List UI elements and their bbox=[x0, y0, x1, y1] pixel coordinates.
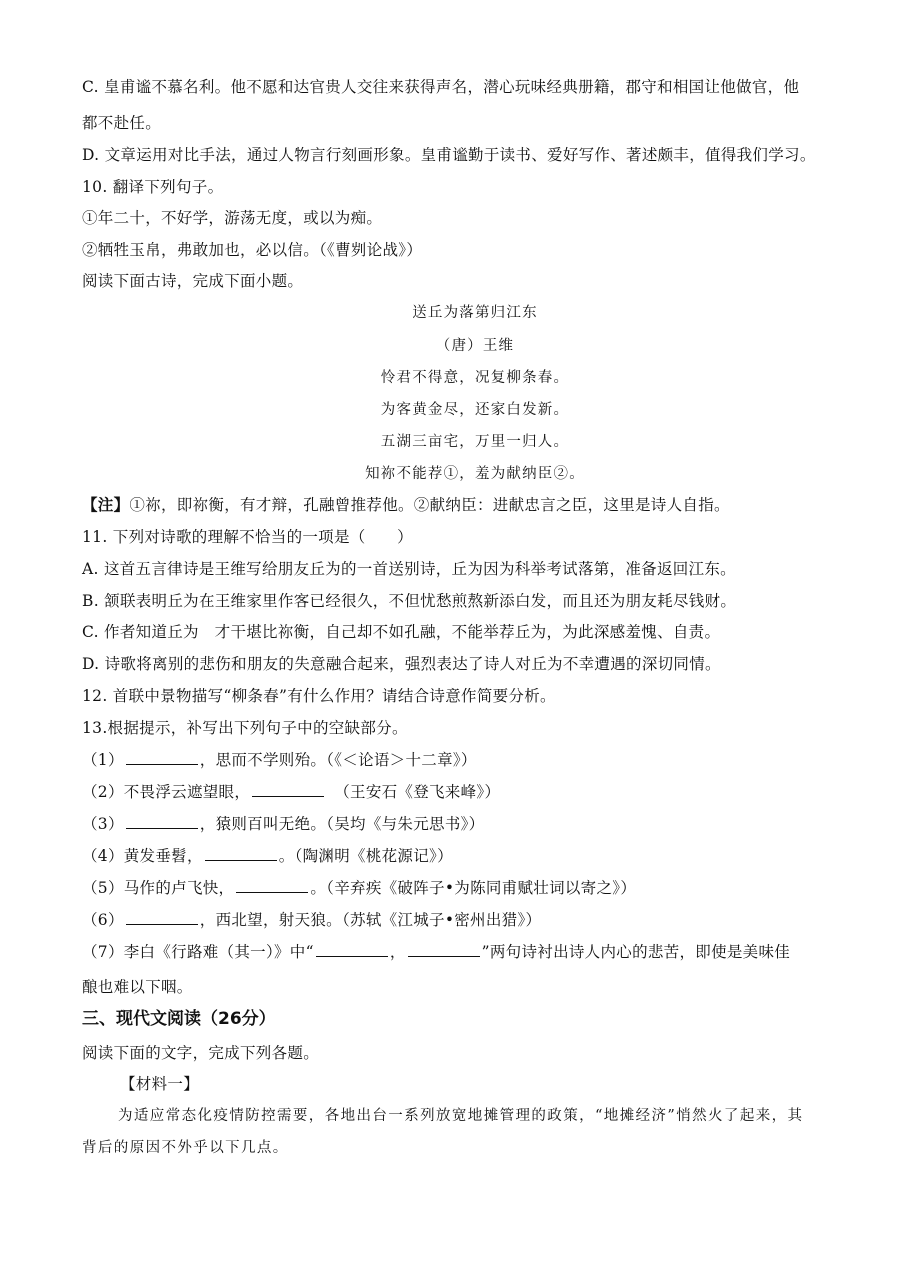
item-prefix: （6） bbox=[82, 911, 124, 929]
item-suffix: ”两句诗衬出诗人内心的悲苦，即使是美味佳 bbox=[481, 943, 791, 961]
q11-stem: 11. 下列对诗歌的理解不恰当的一项是（ ） bbox=[82, 528, 413, 546]
poem-note bbox=[82, 495, 730, 515]
note-text: ①祢，即祢衡，有才辩，孔融曾推荐他。②献纳臣：进献忠言之臣，这里是诗人自指。 bbox=[129, 496, 730, 514]
material-1-para-line1: 为适应常态化疫情防控需要，各地出台一系列放宽地摊管理的政策，“地摊经济”悄然火了起来，其 bbox=[118, 1108, 804, 1124]
item-prefix: （1） bbox=[82, 751, 124, 769]
item-separator: ， bbox=[389, 943, 406, 961]
q9-option-c-line1: C. 皇甫谧不慕名利。他不愿和达官贵人交往来获得声名，潜心玩味经典册籍，郡守和相国让他做官，他 bbox=[82, 78, 800, 96]
material-1-label: 【材料一】 bbox=[120, 1075, 200, 1093]
answer-blank[interactable] bbox=[126, 750, 198, 765]
item-prefix: （3） bbox=[82, 815, 124, 833]
section-3-title: 三、现代文阅读（26分） bbox=[82, 1009, 276, 1029]
q13-item-6 bbox=[82, 910, 541, 930]
q11-option-b: B. 颔联表明丘为在王维家里作客已经很久，不但忧愁煎熬新添白发，而且还为朋友耗尽钱财。 bbox=[82, 592, 737, 610]
material-1-para-line2: 背后的原因不外乎以下几点。 bbox=[82, 1140, 289, 1156]
q13-item-1 bbox=[82, 750, 477, 770]
q12-stem: 12. 首联中景物描写“柳条春”有什么作用？请结合诗意作简要分析。 bbox=[82, 687, 556, 705]
item-prefix: （7）李白《行路难（其一）》中“ bbox=[82, 943, 314, 961]
q9-option-c-line2: 都不赴任。 bbox=[82, 114, 162, 132]
item-suffix: ，思而不学则殆。（《＜论语＞十二章》） bbox=[199, 751, 477, 769]
q13-item-4 bbox=[82, 846, 453, 866]
q13-item-7-cont: 酿也难以下咽。 bbox=[82, 978, 193, 996]
answer-blank[interactable] bbox=[408, 942, 480, 957]
q11-option-c: C. 作者知道丘为 才干堪比祢衡，自己却不如孔融，不能举荐丘为，为此深感羞愧、自责。 bbox=[82, 623, 721, 641]
item-suffix: 。（辛弃疾《破阵子•为陈同甫赋壮词以寄之》） bbox=[310, 879, 637, 897]
poem-line-1: 怜君不得意，况复柳条春。 bbox=[380, 370, 570, 386]
q10-sentence-2: ②牺牲玉帛，弗敢加也，必以信。（《曹刿论战》） bbox=[82, 241, 423, 259]
answer-blank[interactable] bbox=[236, 878, 308, 893]
answer-blank[interactable] bbox=[252, 782, 324, 797]
q10-sentence-1: ①年二十，不好学，游荡无度，或以为痴。 bbox=[82, 209, 383, 227]
poem-line-3: 五湖三亩宅，万里一归人。 bbox=[380, 434, 570, 450]
item-prefix: （4）黄发垂髫， bbox=[82, 847, 203, 865]
note-label: 【注】 bbox=[82, 495, 130, 514]
q13-item-5 bbox=[82, 878, 636, 898]
q11-option-d: D. 诗歌将离别的悲伤和朋友的失意融合起来，强烈表达了诗人对丘为不幸遭遇的深切同情。 bbox=[82, 655, 721, 673]
poem-line-2: 为客黄金尽，还家白发新。 bbox=[380, 402, 570, 418]
q11-option-a: A. 这首五言律诗是王维写给朋友丘为的一首送别诗，丘为因为科举考试落第，准备返回江东。 bbox=[82, 560, 736, 578]
answer-blank[interactable] bbox=[205, 846, 277, 861]
item-prefix: （2）不畏浮云遮望眼， bbox=[82, 783, 251, 801]
item-prefix: （5）马作的卢飞快， bbox=[82, 879, 235, 897]
item-suffix: 。（陶渊明《桃花源记》） bbox=[278, 847, 453, 865]
q10-stem: 10. 翻译下列句子。 bbox=[82, 178, 224, 196]
item-suffix: （王安石《登飞来峰》） bbox=[326, 783, 501, 801]
q13-item-3 bbox=[82, 814, 484, 834]
answer-blank[interactable] bbox=[316, 942, 388, 957]
q9-option-d: D. 文章运用对比手法，通过人物言行刻画形象。皇甫谧勤于读书、爱好写作、著述颇丰，值得我们学习。 bbox=[82, 146, 816, 164]
poem-title: 送丘为落第归江东 bbox=[412, 305, 538, 321]
poem-intro: 阅读下面古诗，完成下面小题。 bbox=[82, 272, 304, 290]
poem-author: （唐）王维 bbox=[435, 338, 515, 354]
q13-item-7 bbox=[82, 942, 790, 962]
q13-stem: 13.根据提示，补写出下列句子中的空缺部分。 bbox=[82, 719, 408, 737]
item-suffix: ，西北望，射天狼。（苏轼《江城子•密州出猎》） bbox=[199, 911, 542, 929]
item-suffix: ，猿则百叫无绝。（吴均《与朱元思书》） bbox=[199, 815, 485, 833]
poem-line-4: 知祢不能荐①，羞为献纳臣②。 bbox=[365, 466, 585, 482]
section-3-intro: 阅读下面的文字，完成下列各题。 bbox=[82, 1044, 320, 1062]
q13-item-2 bbox=[82, 782, 500, 802]
answer-blank[interactable] bbox=[126, 910, 198, 925]
answer-blank[interactable] bbox=[126, 814, 198, 829]
